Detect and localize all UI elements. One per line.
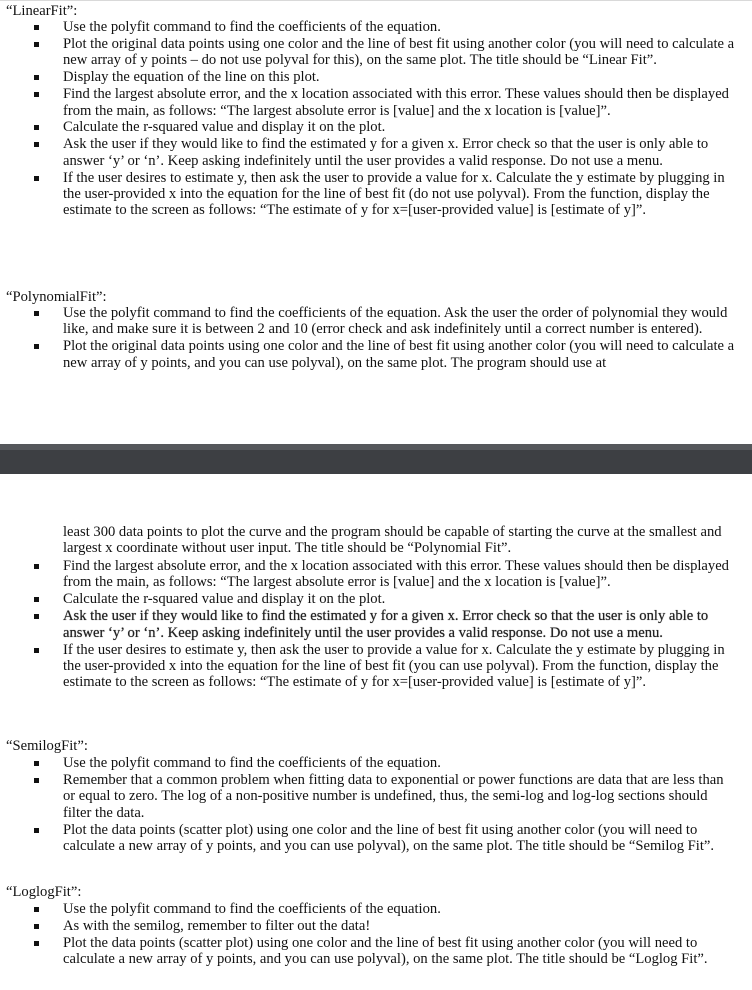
document-page-2	[0, 474, 752, 990]
list-item: Plot the data points (scatter plot) using one color and the line of best fit using another color (you will need to calculate a new array of y points, and you can use polyval), on the same plot. The title should be “Semilog Fit”.	[0, 822, 752, 855]
page-top-border	[0, 0, 752, 1]
list-item: Plot the original data points using one color and the line of best fit using another color (you will need to calculate a new array of y points – do not use polyval for this), on the same plot. The title should be “Linear Fit”.	[0, 36, 752, 69]
document-page-1	[0, 0, 752, 444]
loglogfit-list	[0, 901, 752, 968]
list-item: Ask the user if they would like to find the estimated y for a given x. Error check so that the user is only able to answer ‘y’ or ‘n’. Keep asking indefinitely until the user provides a valid response. Do not use a menu.	[0, 608, 752, 641]
list-item: Calculate the r-squared value and display it on the plot.	[0, 591, 752, 607]
list-item: Ask the user if they would like to find the estimated y for a given x. Error check so that the user is only able to answer ‘y’ or ‘n’. Keep asking indefinitely until the user provides a valid response. Do not use a menu.	[0, 136, 752, 169]
section-header-linearfit: “LinearFit”:	[6, 3, 78, 19]
list-item: Use the polyfit command to find the coefficients of the equation.	[0, 19, 752, 35]
section-header-polynomialfit: “PolynomialFit”:	[6, 289, 107, 305]
list-item: Remember that a common problem when fitting data to exponential or power functions are data that are less than or equal to zero. The log of a non-positive number is undefined, thus, the semi-log and log-log sections should filter the data.	[0, 772, 752, 821]
page-break-divider	[0, 444, 752, 474]
continued-paragraph: least 300 data points to plot the curve and the program should be capable of starting the curve at the smallest and largest x coordinate without user input. The title should be “Polynomial Fit”.	[63, 524, 722, 557]
section-header-loglogfit: “LoglogFit”:	[6, 884, 82, 900]
list-item: Plot the data points (scatter plot) using one color and the line of best fit using another color (you will need to calculate a new array of y points, and you can use polyval), on the same plot. The title should be “Loglog Fit”.	[0, 935, 752, 968]
linearfit-list	[0, 19, 752, 219]
section-header-semilogfit: “SemilogFit”:	[6, 738, 88, 754]
list-item: As with the semilog, remember to filter out the data!	[0, 918, 752, 934]
list-item: Display the equation of the line on this plot.	[0, 69, 752, 85]
list-item: Use the polyfit command to find the coefficients of the equation.	[0, 755, 752, 771]
polynomialfit-list-continued	[0, 558, 752, 691]
semilogfit-list	[0, 755, 752, 855]
list-item: If the user desires to estimate y, then ask the user to provide a value for x. Calculate the y estimate by plugging in the user-provided x into the equation for the line of best fit (you can use polyval). From the function, display the estimate to the screen as follows: “The estimate of y for x=[user-provided value] is [estimate of y]”.	[0, 642, 752, 691]
list-item: Use the polyfit command to find the coefficients of the equation. Ask the user the order of polynomial they would like, and make sure it is between 2 and 10 (error check and ask indefinitely until a correct number is entered).	[0, 305, 752, 338]
list-item: If the user desires to estimate y, then ask the user to provide a value for x. Calculate the y estimate by plugging in the user-provided x into the equation for the line of best fit (do not use polyval). From the function, display the estimate to the screen as follows: “The estimate of y for x=[user-provided value] is [estimate of y]”.	[0, 170, 752, 219]
polynomialfit-list	[0, 305, 752, 372]
list-item: Find the largest absolute error, and the x location associated with this error. These values should then be displayed from the main, as follows: “The largest absolute error is [value] and the x location is [value]”.	[0, 86, 752, 119]
list-item: Calculate the r-squared value and display it on the plot.	[0, 119, 752, 135]
list-item: Use the polyfit command to find the coefficients of the equation.	[0, 901, 752, 917]
list-item: Find the largest absolute error, and the x location associated with this error. These values should then be displayed from the main, as follows: “The largest absolute error is [value] and the x location is [value]”.	[0, 558, 752, 591]
list-item: Plot the original data points using one color and the line of best fit using another color (you will need to calculate a new array of y points, and you can use polyval), on the same plot. The program should use at	[0, 338, 752, 371]
